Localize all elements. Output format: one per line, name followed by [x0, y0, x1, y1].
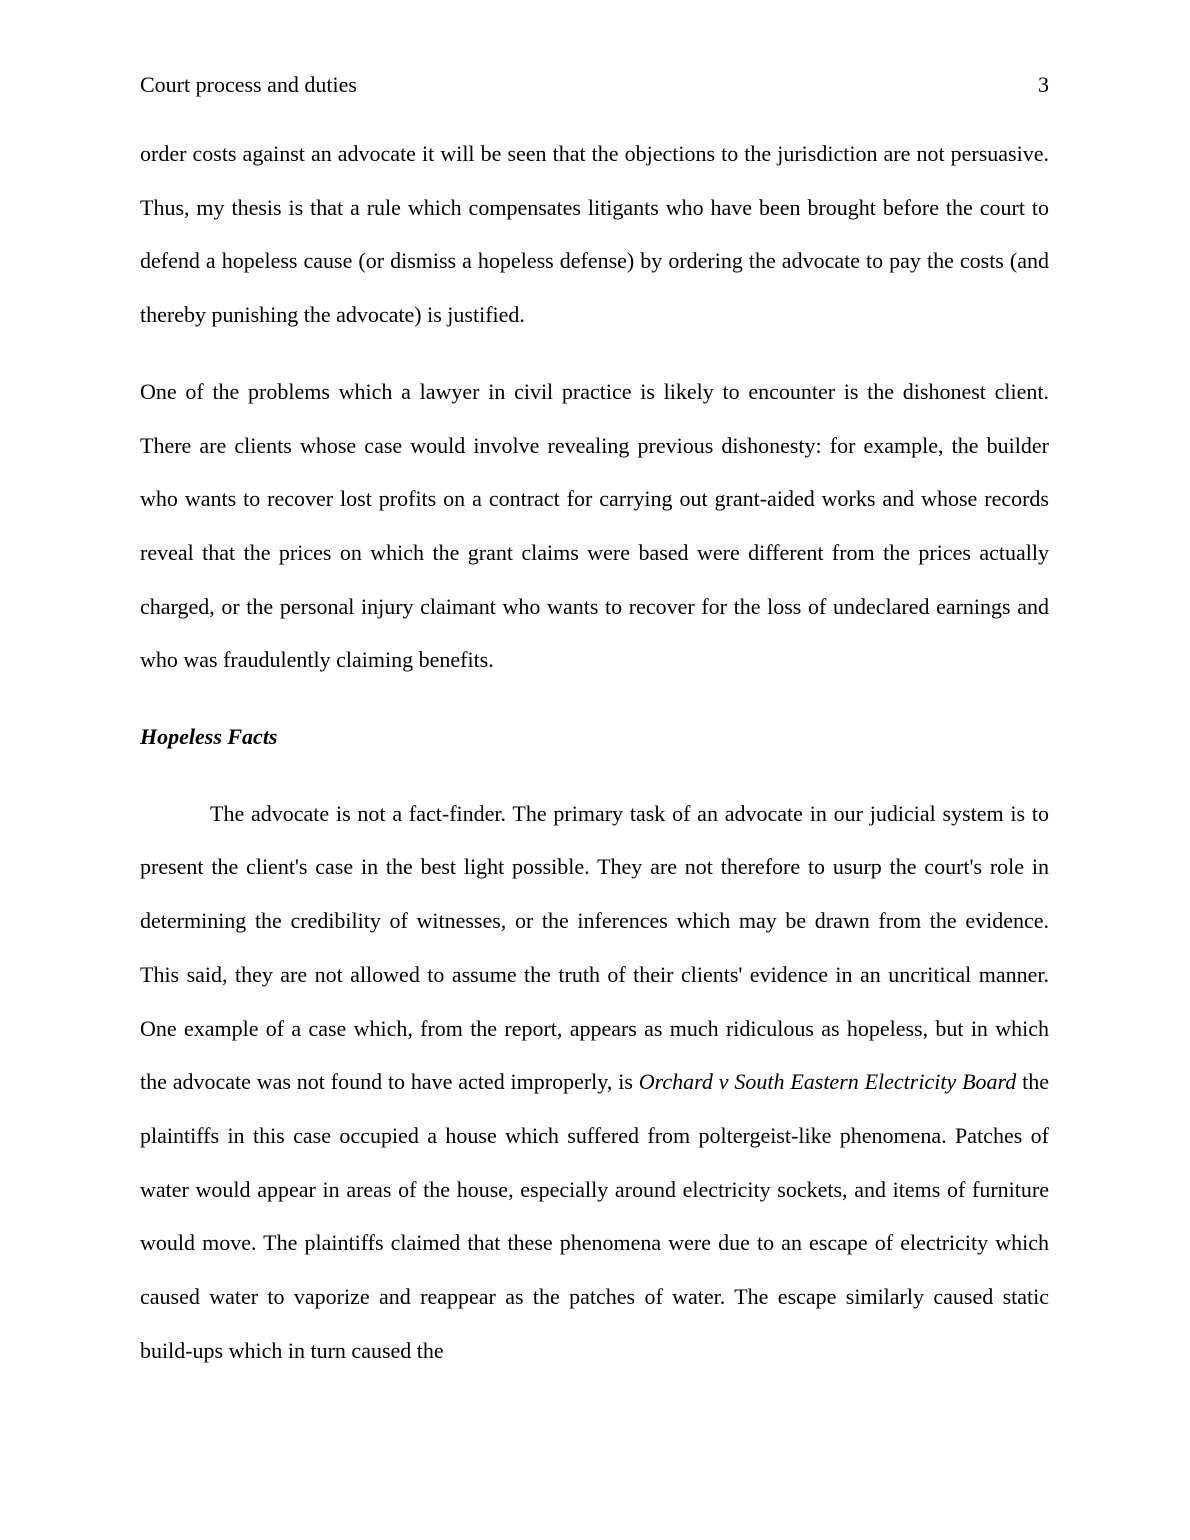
- section-heading: Hopeless Facts: [140, 724, 278, 750]
- running-head-title: Court process and duties: [140, 72, 357, 97]
- paragraph-hopeless-facts: [140, 787, 1049, 1378]
- paragraph-dishonest-client: One of the problems which a lawyer in civil practice is likely to encounter is the dishonest client. There are clients whose case would involve revealing previous dishonesty: for example, the builder who wants to recover lost profits on a contract for carrying out grant-aided works and whose records reveal that the prices on which the grant claims were based were different from the prices actually charged, or the personal injury claimant who wants to recover for the loss of undeclared earnings and who was fraudulently claiming benefits.: [140, 378, 1049, 673]
- paragraph-continuation: order costs against an advocate it will be seen that the objections to the jurisdiction are not persuasive. Thus, my thesis is that a rule which compensates litigants who have been brought before the court to defend a hopeless cause (or dismiss a hopeless defense) by ordering the advocate to pay the costs (and thereby punishing the advocate) is justified.: [140, 141, 1049, 328]
- body-text: [140, 127, 1049, 1377]
- page-number: 3: [1038, 72, 1049, 97]
- paragraph-text-part: The advocate is not a fact-finder. The primary task of an advocate in our judicial system is to present the client's case in the best light possible. They are not therefore to usurp the court's role in determining the credibility of witnesses, or the inferences which may be drawn from the evidence. This said, they are not allowed to assume the truth of their clients' evidence in an uncritical manner. One example of a case which, from the report, appears as much ridiculous as hopeless, but in which the advocate was not found to have acted improperly, is: [140, 800, 1049, 1095]
- running-head: [140, 70, 1049, 100]
- case-citation: Orchard v South Eastern Electricity Board: [638, 1069, 1017, 1095]
- paragraph-text-part: the plaintiffs in this case occupied a house which suffered from poltergeist-like phenomena. Patches of water would appear in areas of the house, especially around electricity sockets, and items of furniture would move. The plaintiffs claimed that these phenomena were due to an escape of electricity which caused water to vaporize and reappear as the patches of water. The escape similarly caused static build-ups which in turn caused the: [140, 1069, 1049, 1363]
